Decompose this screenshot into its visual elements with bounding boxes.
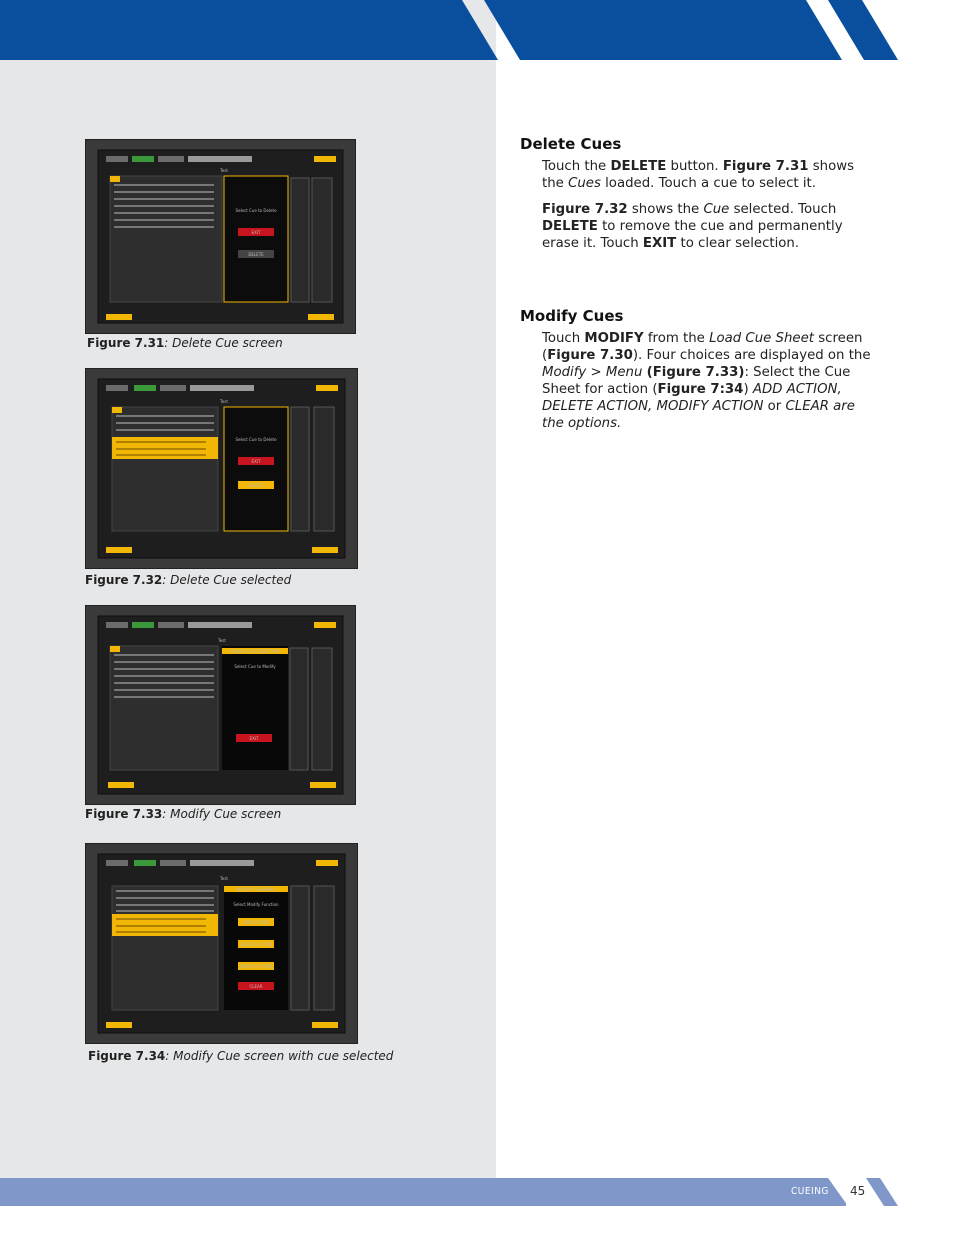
screen-prompt: Select Modify Function [233,902,279,907]
modify-header: MODIFY CUE SELECTION [230,649,280,654]
exit-button[interactable]: EXIT [251,230,261,235]
footer-section-label: CUEING [791,1186,829,1197]
figure-7-33 [85,605,356,805]
modify-action-button[interactable]: MODIFY ACTION [239,964,273,969]
header-band [0,0,954,60]
figure-caption: Figure 7.31: Delete Cue screen [87,336,283,350]
exit-button[interactable]: EXIT [249,736,259,741]
page-number: 45 [850,1184,866,1198]
delete-paragraph-2: Figure 7.32 shows the Cue selected. Touch DELETE to remove the cue and permanently erase it. Touch EXIT to clear selection. [542,202,843,251]
delete-paragraph-1: Touch the DELETE button. Figure 7.31 shows the Cues loaded. Touch a cue to select it. [542,159,855,191]
figure-caption: Figure 7.34: Modify Cue screen with cue selected [88,1049,394,1063]
sheet-title: Test [220,399,228,404]
sheet-title: Test [220,168,228,173]
cue-screen-image [86,369,357,568]
cue-screen-image [86,844,357,1043]
figure-caption: Figure 7.32: Delete Cue selected [85,573,292,587]
sheet-title: Test [220,876,228,881]
sheet-title: Test [218,638,226,643]
delete-button[interactable]: DELETE [248,252,264,257]
cue-screen-image [86,606,355,804]
modify-paragraph-1: Touch MODIFY from the Load Cue Sheet screen (Figure 7.30). Four choices are displayed on the Modify > Menu (Figure 7.33): Select the Cue Sheet for action (Figure 7:34) ADD ACTION, DELETE ACTION, MODIFY ACTION or CLEAR are the options. [542,331,871,431]
exit-button[interactable]: EXIT [251,459,261,464]
clear-button[interactable]: CLEAR [249,984,263,989]
section-title-modify-cues: Modify Cues [520,307,624,325]
add-action-button[interactable]: ADD ACTION [243,920,269,925]
cue-screen-image [86,140,355,333]
section-title-delete-cues: Delete Cues [520,135,622,153]
figure-caption: Figure 7.33: Modify Cue screen [85,807,282,821]
screen-prompt: Select Cue to Delete [235,208,277,213]
figure-7-34 [85,843,358,1044]
figure-7-32 [85,368,358,569]
screen-prompt: Select Cue to Modify [234,664,276,669]
screen-prompt: Select Cue to Delete [235,437,277,442]
delete-button[interactable]: DELETE [248,483,264,488]
modify-header: MODIFY CUE MENU [236,887,276,892]
figure-7-31 [85,139,356,334]
delete-action-button[interactable]: DELETE ACTION [240,942,272,947]
